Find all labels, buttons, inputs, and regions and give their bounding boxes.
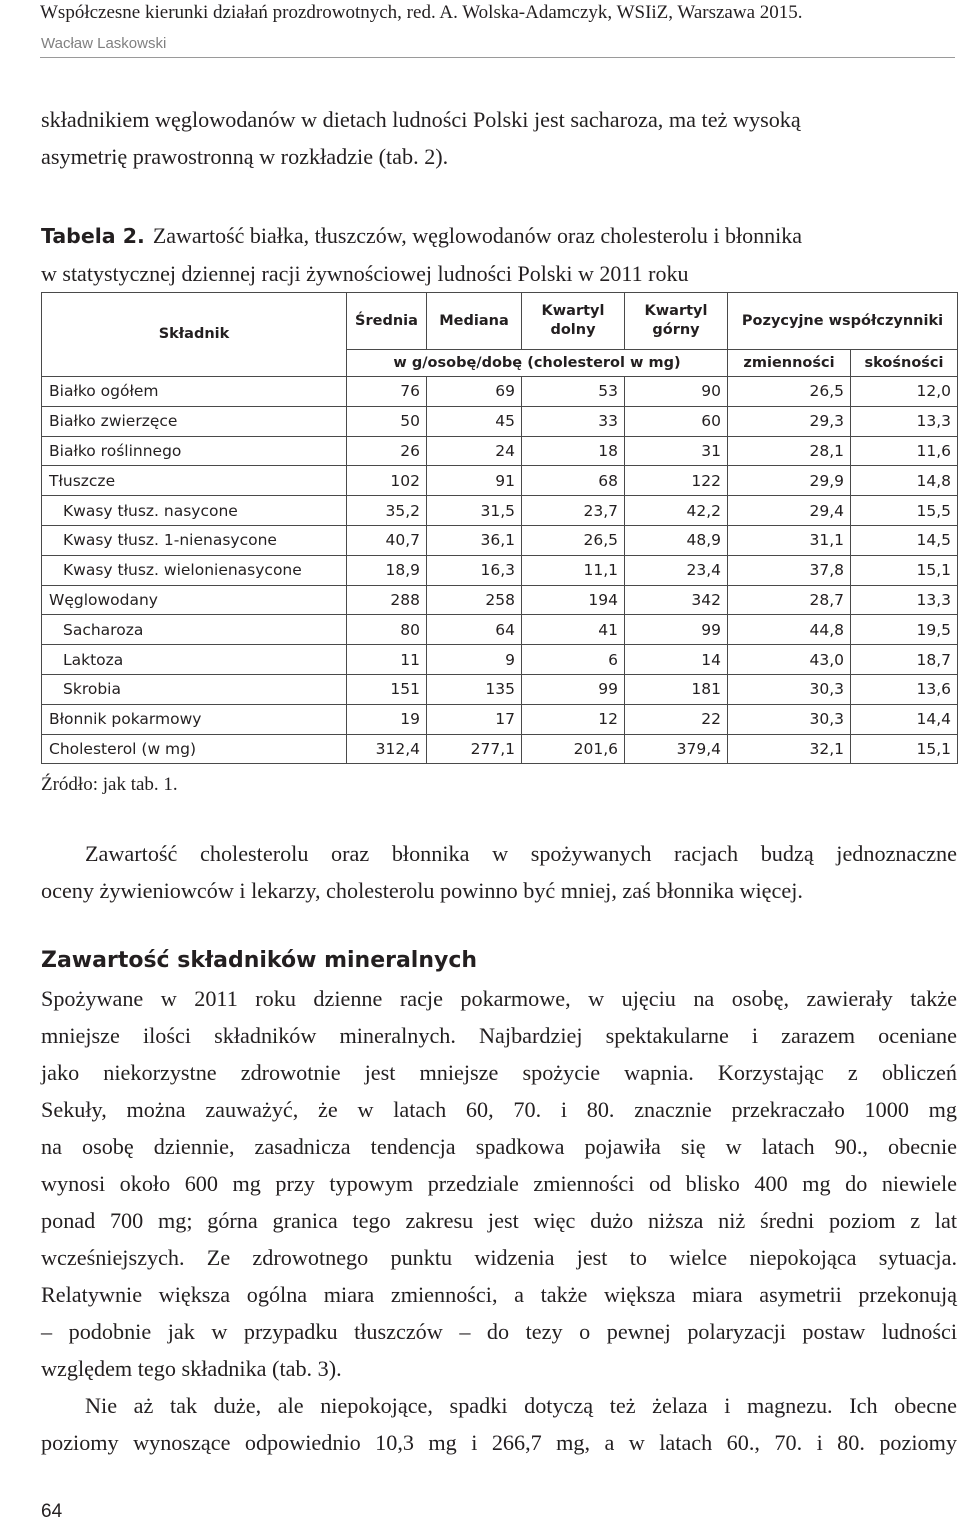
paragraph-line: Zawartość cholesterolu oraz błonnika w spożywanych racjach budzą jednoznaczne <box>85 841 957 866</box>
cell-q1: 194 <box>522 585 625 615</box>
cell-q1: 11,1 <box>522 555 625 585</box>
cell-median: 24 <box>427 436 522 466</box>
cell-median: 9 <box>427 645 522 675</box>
header-rule <box>40 57 955 58</box>
header-component: Składnik <box>42 293 347 377</box>
header-q1 <box>522 293 625 350</box>
cell-mean: 151 <box>347 674 427 704</box>
cell-median: 91 <box>427 466 522 496</box>
table-caption-line1: Zawartość białka, tłuszczów, węglowodanów oraz cholesterolu i błonnika <box>152 223 803 248</box>
cell-skewness: 14,8 <box>851 466 958 496</box>
cell-component: Białko zwierzęce <box>42 406 347 436</box>
table-row <box>42 645 958 675</box>
cell-component: Tłuszcze <box>42 466 347 496</box>
cell-variability: 44,8 <box>728 615 851 645</box>
cell-skewness: 19,5 <box>851 615 958 645</box>
cell-mean: 19 <box>347 704 427 734</box>
header-q1-line1: Kwartyl <box>541 303 605 319</box>
cell-variability: 29,9 <box>728 466 851 496</box>
paragraph-line: Nie aż tak duże, ale niepokojące, spadki dotyczą też żelaza i magnezu. Ich obecne <box>85 1393 957 1418</box>
cell-q1: 18 <box>522 436 625 466</box>
cell-q3: 379,4 <box>625 734 728 764</box>
cell-component: Białko ogółem <box>42 377 347 407</box>
paragraph-line: jako niekorzystne zdrowotnie jest mniejsze spożycie wapnia. Korzystając z obliczeń <box>41 1060 957 1085</box>
table-row <box>42 734 958 764</box>
cell-component: Węglowodany <box>42 585 347 615</box>
table-source: Źródło: jak tab. 1. <box>41 774 178 795</box>
paragraph-line: wynosi około 600 mg przy typowym przedziale zmienności od blisko 400 mg do niewiele <box>41 1171 957 1196</box>
paragraph-line: mniejsze ilości składników mineralnych. Najbardziej spektakularne i zarazem oceniane <box>41 1023 957 1048</box>
paragraph-line: ponad 700 mg; górna granica tego zakresu jest więc dużo niższa niż średni poziom z lat <box>41 1208 957 1233</box>
cell-mean: 288 <box>347 585 427 615</box>
cell-variability: 37,8 <box>728 555 851 585</box>
cell-q3: 342 <box>625 585 728 615</box>
cell-q1: 12 <box>522 704 625 734</box>
page-number: 64 <box>41 1501 63 1522</box>
cell-q3: 99 <box>625 615 728 645</box>
cell-median: 17 <box>427 704 522 734</box>
cell-skewness: 11,6 <box>851 436 958 466</box>
cell-q3: 22 <box>625 704 728 734</box>
paragraph-line: Spożywane w 2011 roku dzienne racje pokarmowe, w ujęciu na osobę, zawierały także <box>41 986 957 1011</box>
section-heading: Zawartość składników mineralnych <box>41 948 478 973</box>
cell-mean: 80 <box>347 615 427 645</box>
cell-skewness: 13,3 <box>851 406 958 436</box>
cell-q1: 68 <box>522 466 625 496</box>
cell-q3: 23,4 <box>625 555 728 585</box>
table-caption-line2: w statystycznej dziennej racji żywnościowej ludności Polski w 2011 roku <box>41 261 689 286</box>
cell-skewness: 13,6 <box>851 674 958 704</box>
paragraph-line: na osobę dziennie, zasadnicza tendencja spadkowa pojawiła się w latach 90., obecnie <box>41 1134 957 1159</box>
paragraph-line: Relatywnie większa ogólna miara zmienności, a także większa miara asymetrii przekonują <box>41 1282 957 1307</box>
table-row <box>42 615 958 645</box>
cell-variability: 30,3 <box>728 674 851 704</box>
table-row <box>42 466 958 496</box>
cell-q1: 99 <box>522 674 625 704</box>
header-q3-line2: górny <box>652 322 700 338</box>
paragraph-line: Sekuły, można zauważyć, że w latach 60, 70. i 80. znacznie przekraczało 1000 mg <box>41 1097 957 1122</box>
header-q1-line2: dolny <box>550 322 596 338</box>
cell-q1: 53 <box>522 377 625 407</box>
cell-q3: 31 <box>625 436 728 466</box>
header-unit: w g/osobę/dobę (cholesterol w mg) <box>347 350 728 377</box>
cell-median: 69 <box>427 377 522 407</box>
cell-variability: 28,1 <box>728 436 851 466</box>
cell-q3: 42,2 <box>625 496 728 526</box>
cell-median: 36,1 <box>427 525 522 555</box>
cell-q1: 201,6 <box>522 734 625 764</box>
table-row <box>42 674 958 704</box>
cell-skewness: 18,7 <box>851 645 958 675</box>
cell-median: 45 <box>427 406 522 436</box>
cell-mean: 312,4 <box>347 734 427 764</box>
cell-mean: 35,2 <box>347 496 427 526</box>
cell-skewness: 15,1 <box>851 555 958 585</box>
table-label: Tabela 2. <box>41 224 145 248</box>
cell-mean: 11 <box>347 645 427 675</box>
cell-q1: 6 <box>522 645 625 675</box>
header-variability: zmienności <box>728 350 851 377</box>
cell-median: 64 <box>427 615 522 645</box>
cell-variability: 29,3 <box>728 406 851 436</box>
cell-q3: 48,9 <box>625 525 728 555</box>
cell-skewness: 13,3 <box>851 585 958 615</box>
table-caption <box>41 217 957 292</box>
table-row <box>42 496 958 526</box>
cell-skewness: 12,0 <box>851 377 958 407</box>
cell-skewness: 15,5 <box>851 496 958 526</box>
cell-q1: 41 <box>522 615 625 645</box>
cell-skewness: 15,1 <box>851 734 958 764</box>
cell-variability: 29,4 <box>728 496 851 526</box>
paragraph-line: względem tego składnika (tab. 3). <box>41 1356 342 1381</box>
cell-q3: 122 <box>625 466 728 496</box>
cell-median: 135 <box>427 674 522 704</box>
table-row <box>42 377 958 407</box>
table-row <box>42 436 958 466</box>
cell-variability: 28,7 <box>728 585 851 615</box>
paragraph-line: wcześniejszych. Ze zdrowotnego punktu widzenia jest to wielce niepokojąca sytuacja. <box>41 1245 957 1270</box>
cell-mean: 102 <box>347 466 427 496</box>
cell-q1: 23,7 <box>522 496 625 526</box>
header-coefficients: Pozycyjne współczynniki <box>728 293 958 350</box>
running-author: Wacław Laskowski <box>41 35 167 52</box>
table-row <box>42 555 958 585</box>
cell-q3: 60 <box>625 406 728 436</box>
cell-mean: 40,7 <box>347 525 427 555</box>
cell-variability: 31,1 <box>728 525 851 555</box>
header-skewness: skośności <box>851 350 958 377</box>
table-row <box>42 585 958 615</box>
cell-component: Skrobia <box>42 674 347 704</box>
paragraph-line: poziomy wynoszące odpowiednio 10,3 mg i 266,7 mg, a w latach 60., 70. i 80. poziomy <box>41 1430 957 1455</box>
intro-line: asymetrię prawostronną w rozkładzie (tab. 2). <box>41 144 449 169</box>
cell-component: Cholesterol (w mg) <box>42 734 347 764</box>
cell-component: Błonnik pokarmowy <box>42 704 347 734</box>
header-q3 <box>625 293 728 350</box>
cell-median: 31,5 <box>427 496 522 526</box>
cell-skewness: 14,5 <box>851 525 958 555</box>
cell-component: Kwasy tłusz. nasycone <box>42 496 347 526</box>
running-header: Współczesne kierunki działań prozdrowotnych, red. A. Wolska-Adamczyk, WSIiZ, Warszawa 2015. <box>40 2 803 23</box>
header-median: Mediana <box>427 293 522 350</box>
table-row <box>42 704 958 734</box>
table-row <box>42 525 958 555</box>
cell-variability: 43,0 <box>728 645 851 675</box>
cell-mean: 50 <box>347 406 427 436</box>
cell-mean: 18,9 <box>347 555 427 585</box>
paragraph-line: oceny żywieniowców i lekarzy, cholesterolu powinno być mniej, zaś błonnika więcej. <box>41 878 803 903</box>
table-row <box>42 406 958 436</box>
header-q3-line1: Kwartyl <box>644 303 708 319</box>
cell-skewness: 14,4 <box>851 704 958 734</box>
cell-median: 277,1 <box>427 734 522 764</box>
cell-component: Laktoza <box>42 645 347 675</box>
header-mean: Średnia <box>347 293 427 350</box>
cell-median: 258 <box>427 585 522 615</box>
cell-q3: 90 <box>625 377 728 407</box>
nutrient-table <box>41 292 958 764</box>
cell-q1: 26,5 <box>522 525 625 555</box>
cell-q3: 14 <box>625 645 728 675</box>
cell-q3: 181 <box>625 674 728 704</box>
cell-component: Kwasy tłusz. 1-nienasycone <box>42 525 347 555</box>
cell-variability: 30,3 <box>728 704 851 734</box>
intro-line: składnikiem węglowodanów w dietach ludności Polski jest sacharoza, ma też wysoką <box>41 107 801 132</box>
cell-variability: 26,5 <box>728 377 851 407</box>
cell-mean: 26 <box>347 436 427 466</box>
cell-median: 16,3 <box>427 555 522 585</box>
cell-component: Sacharoza <box>42 615 347 645</box>
cell-component: Białko roślinnego <box>42 436 347 466</box>
cell-q1: 33 <box>522 406 625 436</box>
cell-component: Kwasy tłusz. wielonienasycone <box>42 555 347 585</box>
cell-variability: 32,1 <box>728 734 851 764</box>
paragraph-line: – podobnie jak w przypadku tłuszczów – do tezy o pewnej polaryzacji postaw ludności <box>41 1319 957 1344</box>
cell-mean: 76 <box>347 377 427 407</box>
